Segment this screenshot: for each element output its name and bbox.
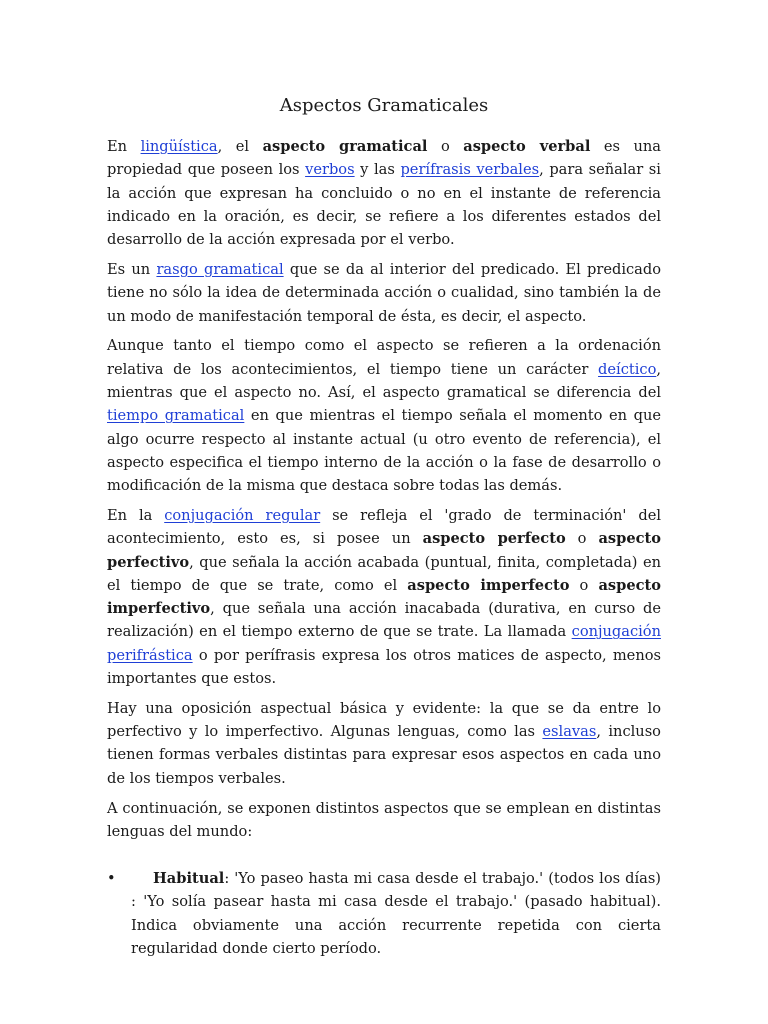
text-run: , que señala la acción acabada (puntual, finita, completada) en el tiempo de que se trate, como el [107, 553, 661, 594]
bold-term: aspecto imperfecto [407, 576, 570, 594]
bold-term: aspecto imperfectivo [107, 576, 661, 618]
text-run: en que mientras el tiempo señala el momento en que algo ocurre respecto al instante actual (u otro evento de referencia), el aspecto especifica el tiempo interno de la acción o la fase de desarrollo o modificación de la misma que destaca sobre todas las demás. [107, 407, 661, 495]
bold-term: Habitual [153, 870, 225, 888]
text-run: o [565, 530, 599, 548]
hyperlink[interactable]: tiempo gramatical [107, 407, 245, 425]
text-run: Es un [107, 260, 157, 278]
text-run: o [569, 576, 599, 594]
bold-term: aspecto gramatical [262, 138, 428, 155]
hyperlink[interactable]: perífrasis verbales [400, 161, 540, 179]
hyperlink[interactable]: deíctico [598, 360, 657, 378]
text-run: , que señala una acción inacabada (durativa, en curso de realización) en el tiempo externo de que se trate. La llamada [107, 600, 661, 641]
text-run: En la [107, 506, 165, 524]
hyperlink[interactable]: eslavas [542, 723, 597, 741]
body-paragraph [107, 697, 661, 790]
body-paragraph [107, 334, 661, 497]
bold-term: aspecto perfecto [422, 530, 566, 548]
text-run: Hay una oposición aspectual básica y evidente: la que se da entre lo perfectivo y lo imperfectivo. Algunas lenguas, como las [107, 699, 661, 741]
hyperlink[interactable]: conjugación perifrástica [107, 623, 661, 664]
text-run: se refleja el 'grado de terminación' del acontecimiento, esto es, si posee un [107, 506, 661, 548]
paragraphs [107, 135, 661, 843]
text-run: , para señalar si la acción que expresan ha concluido o no en el instante de referencia indicado en la oración, es decir, se refiere a los diferentes estados del desarrollo de la acción expresada por el verbo. [107, 161, 661, 249]
body-paragraph [107, 258, 661, 328]
body-paragraph [107, 797, 661, 844]
bullet-icon: • [107, 870, 116, 888]
bullet-list [107, 867, 661, 960]
body-paragraph [107, 135, 661, 251]
text-run: , mientras que el aspecto no. Así, el aspecto gramatical se diferencia del [107, 360, 661, 401]
text-run: : 'Yo paseo hasta mi casa desde el trabajo.' (todos los días) : 'Yo solía pasear hasta mi casa desde el trabajo.' (pasado habitual). Indica obviamente una acción recurrente repetida con cierta regularidad donde cierto período. [131, 870, 661, 957]
text-run: que se da al interior del predicado. El predicado tiene no sólo la idea de determinada acción o cualidad, sino también la de un modo de manifestación temporal de ésta, es decir, el aspecto. [107, 260, 661, 325]
text-run: En [107, 138, 141, 155]
text-run: o por perífrasis expresa los otros matices de aspecto, menos importantes que estos. [107, 646, 661, 688]
text-run: es una propiedad que poseen los [107, 138, 661, 179]
text-run: , incluso tienen formas verbales distintas para expresar esos aspectos en cada uno de los tiempos verbales. [107, 723, 661, 787]
hyperlink[interactable]: verbos [305, 161, 355, 179]
hyperlink[interactable]: lingüística [140, 138, 218, 155]
page-title: Aspectos Gramaticales [279, 95, 489, 116]
hyperlink[interactable]: rasgo gramatical [156, 260, 284, 278]
text-run: Aunque tanto el tiempo como el aspecto se refieren a la ordenación relativa de los acontecimientos, el tiempo tiene un carácter [107, 337, 661, 378]
hyperlink[interactable]: conjugación regular [164, 506, 321, 524]
text-run: o [427, 138, 464, 155]
bold-term: aspecto perfectivo [107, 530, 661, 571]
bold-term: aspecto verbal [463, 138, 591, 155]
text-run: A continuación, se exponen distintos aspectos que se emplean en distintas lenguas del mundo: [107, 799, 661, 840]
list-item [107, 867, 661, 960]
text-run: y las [354, 161, 401, 179]
body-paragraph [107, 504, 661, 690]
text-run: , el [217, 138, 263, 155]
